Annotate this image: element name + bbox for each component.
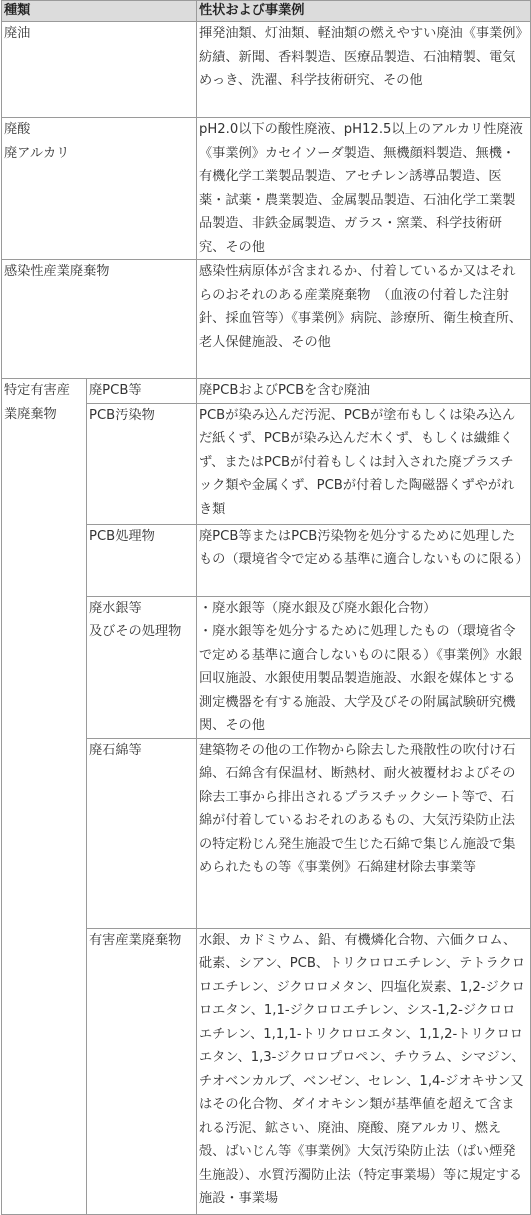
category-cell bbox=[2, 379, 87, 1215]
description-line: ・廃水銀等（廃水銀及び廃水銀化合物） bbox=[199, 600, 437, 616]
subtype-cell bbox=[87, 596, 197, 738]
description-cell: 水銀、カドミウム、鉛、有機燐化合物、六価クロム、砒素、シアン、PCB、トリクロロエチレン、テトラクロロエチレン、ジクロロメタン、四塩化炭素、1,2-ジクロロエタン、1,1-ジクロロエチレン、シス-1,2-ジクロロエチレン、1,1,1-トリクロロエタン、1,1,2-トリクロロエタン、1,3-ジクロロプロペン、チウラム、シマジン、チオベンカルブ、ベンゼン、セレン、1,4-ジオキサン又はその化合物、ダイオキシン類が基準値を超えて含まれる汚泥、鉱さい、廃油、廃酸、廃アルカリ、燃え殻、ばいじん等《事業例》大気汚染防止法（ばい煙発生施設）、水質汚濁防止法（特定事業場）等に規定する施設・事業場 bbox=[197, 928, 531, 1214]
description-cell: 感染性病原体が含まれるか、付着しているか又はそれらのおそれのある産業廃棄物 （血液の付着した注射針、採血管等）《事業例》病院、診療所、衛生検査所、老人保健施設、その他 bbox=[197, 260, 531, 379]
type-cell: 廃油 bbox=[2, 22, 197, 118]
description-cell bbox=[197, 596, 531, 738]
header-description: 性状および事業例 bbox=[197, 1, 531, 22]
description-line: ・廃水銀等を処分するために処理したもの（環境省令で定める基準に適合しないものに限る）《事業例》水銀回収施設、水銀使用製品製造施設、水銀を媒体とする測定機器を有する施設、大学及びその附属試験研究機関、その他 bbox=[199, 624, 523, 733]
description-cell: 廃PCBおよびPCBを含む廃油 bbox=[197, 379, 531, 404]
subtype-cell: PCB処理物 bbox=[87, 524, 197, 596]
subtype-cell: 廃PCB等 bbox=[87, 379, 197, 404]
subtype-cell: PCB汚染物 bbox=[87, 403, 197, 524]
subtype-line: 廃水銀等 bbox=[89, 600, 142, 616]
type-cell: 感染性産業廃棄物 bbox=[2, 260, 197, 379]
waste-classification-table bbox=[1, 0, 531, 1215]
category-line: 特定有害産 bbox=[4, 383, 70, 398]
description-cell: PCBが染み込んだ汚泥、PCBが塗布もしくは染み込んだ紙くず、PCBが染み込んだ木くず、もしくは繊維くず、またはPCBが付着もしくは封入された廃プラスチック類や金属くず、PCBが付着した陶磁器くずやがれき類 bbox=[197, 403, 531, 524]
table-header-row bbox=[2, 1, 531, 22]
table-row bbox=[2, 118, 531, 260]
table-row bbox=[2, 260, 531, 379]
description-cell: 建築物その他の工作物から除去した飛散性の吹付け石綿、石綿含有保温材、断熱材、耐火被覆材およびその除去工事から排出されるプラスチックシート等で、石綿が付着しているおそれのあるもの、大気汚染防止法の特定粉じん発生施設で生じた石綿で集じん施設で集められたもの等《事業例》石綿建材除去事業等 bbox=[197, 738, 531, 928]
description-cell: pH2.0以下の酸性廃液、pH12.5以上のアルカリ性廃液《事業例》カセイソーダ製造、無機顔料製造、無機・有機化学工業製品製造、アセチレン誘導品製造、医薬・試薬・農業製造、金属製品製造、石油化学工業製品製造、非鉄金属製造、ガラス・窯業、科学技術研究、その他 bbox=[197, 118, 531, 260]
table-row bbox=[2, 379, 531, 404]
description-cell: 揮発油類、灯油類、軽油類の燃えやすい廃油《事業例》紡績、新聞、香料製造、医療品製造、石油精製、電気めっき、洗濯、科学技術研究、その他 bbox=[197, 22, 531, 118]
subtype-cell: 廃石綿等 bbox=[87, 738, 197, 928]
type-line: 廃酸 bbox=[4, 122, 31, 137]
description-cell: 廃PCB等またはPCB汚染物を処分するために処理したもの（環境省令で定める基準に適合しないものに限る） bbox=[197, 524, 531, 596]
type-line: 廃アルカリ bbox=[4, 145, 70, 161]
table-row bbox=[2, 22, 531, 118]
type-cell bbox=[2, 118, 197, 260]
subtype-line: 及びその処理物 bbox=[89, 624, 182, 639]
subtype-cell: 有害産業廃棄物 bbox=[87, 928, 197, 1214]
category-line: 業廃棄物 bbox=[4, 406, 57, 422]
header-type: 種類 bbox=[2, 1, 197, 22]
